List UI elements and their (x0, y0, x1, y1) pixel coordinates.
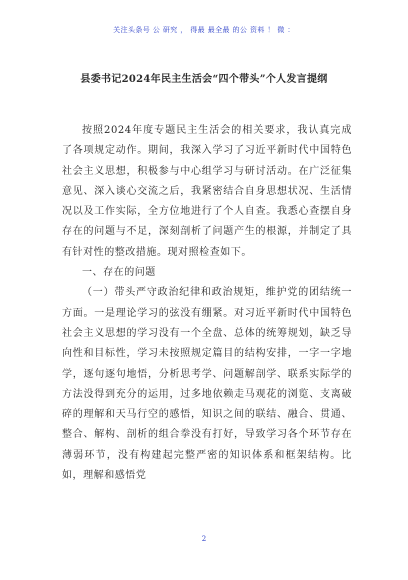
page-number: 2 (201, 535, 207, 543)
header-banner: 关注头条号 公 研究 ， 得最 最全最 的公 资料 ！ 微 ： (113, 26, 295, 34)
intro-paragraph: 按照2024年度专题民主生活会的相关要求，我认真完成了各项规定动作。期间，我深入学习了习近平新时代中国特色社会主义思想，积极参与中心组学习与研讨活动。在广泛征集意见、深入谈心交流之后，我紧密结合自身思想状况、生活情况以及工作实际，全方位地进行了个人自查。我悉心查摆自身存在的问题与不足，深刻剖析了问题产生的根源，并制定了具有针对性的整改措施。现对照检查如下。 (62, 125, 352, 258)
section-heading: 一、存在的问题 (82, 267, 156, 279)
section-paragraph: （一）带头严守政治纪律和政治规矩，维护党的团结统一方面。一是理论学习的弦没有绷紧。对习近平新时代中国特色社会主义思想的学习没有一个全盘、总体的统筹规划，缺乏导向性和目标性，学习未按照规定篇目的结构安排，一字一字地学，逐句逐句地悟，分析思考学、问题解剖学、联系实际学的方法没得到充分的运用，过多地依赖走马观花的浏览、支离破碎的理解和天马行空的感悟，知识之间的联结、融合、贯通、整合、解构、剖析的组合拳没有打好，导致学习各个环节存在薄弱环节，没有构建起完整严密的知识体系和框架结构。比如，理解和感悟党 (62, 287, 352, 482)
document-body (62, 121, 352, 486)
document-title: 县委书记2024年民主生活会“四个带头”个人发言提纲 (80, 74, 328, 85)
